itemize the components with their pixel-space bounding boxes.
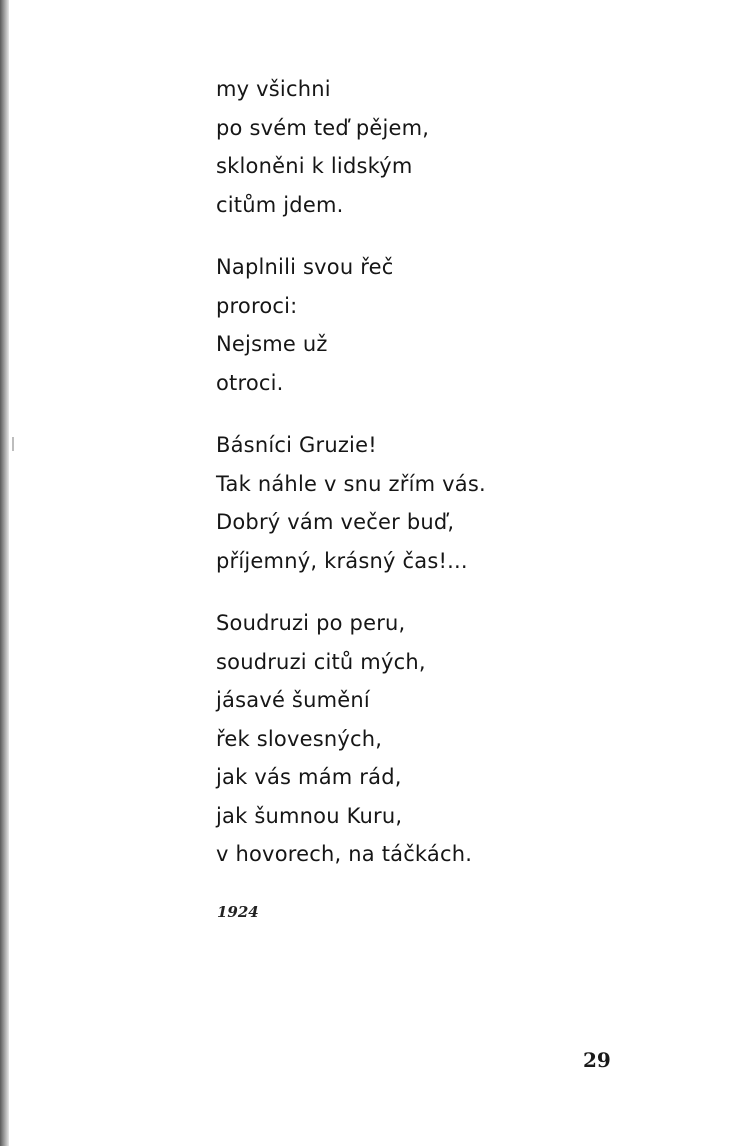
poem-line: jásavé šumění <box>216 688 370 712</box>
poem-line: proroci: <box>216 293 298 318</box>
scan-mark <box>12 437 14 451</box>
poem-line: po svém teď pějem, <box>216 115 430 140</box>
poem-line: Nejsme už <box>216 332 328 356</box>
poem-line: řek slovesných, <box>216 726 383 751</box>
poem-date: 1924 <box>217 903 259 921</box>
poem-line: příjemný, krásný čas!... <box>216 548 468 573</box>
stanza <box>216 70 686 224</box>
page-binding-edge <box>0 0 9 1146</box>
poem-line: Tak náhle v snu zřím vás. <box>216 471 486 496</box>
poem-line: soudruzi citů mých, <box>216 649 426 674</box>
poem-line: Dobrý vám večer buď, <box>216 510 455 534</box>
poem-line: jak vás mám rád, <box>216 765 402 789</box>
poem-line: jak šumnou Kuru, <box>216 803 403 828</box>
poem-line: citům jdem. <box>216 192 344 217</box>
poem-line: Naplnili svou řeč <box>216 255 394 279</box>
stanza <box>216 248 686 402</box>
page-number: 29 <box>583 1048 611 1072</box>
poem-line: v hovorech, na táčkách. <box>216 842 473 866</box>
stanza <box>216 426 686 580</box>
poem-line: otroci. <box>216 370 284 395</box>
stanza <box>216 604 686 874</box>
poem-text <box>216 70 686 898</box>
poem-line: Soudruzi po peru, <box>216 611 406 635</box>
poem-line: my všichni <box>216 77 331 101</box>
poem-line: Básníci Gruzie! <box>216 433 377 457</box>
poem-line: skloněni k lidským <box>216 154 413 178</box>
